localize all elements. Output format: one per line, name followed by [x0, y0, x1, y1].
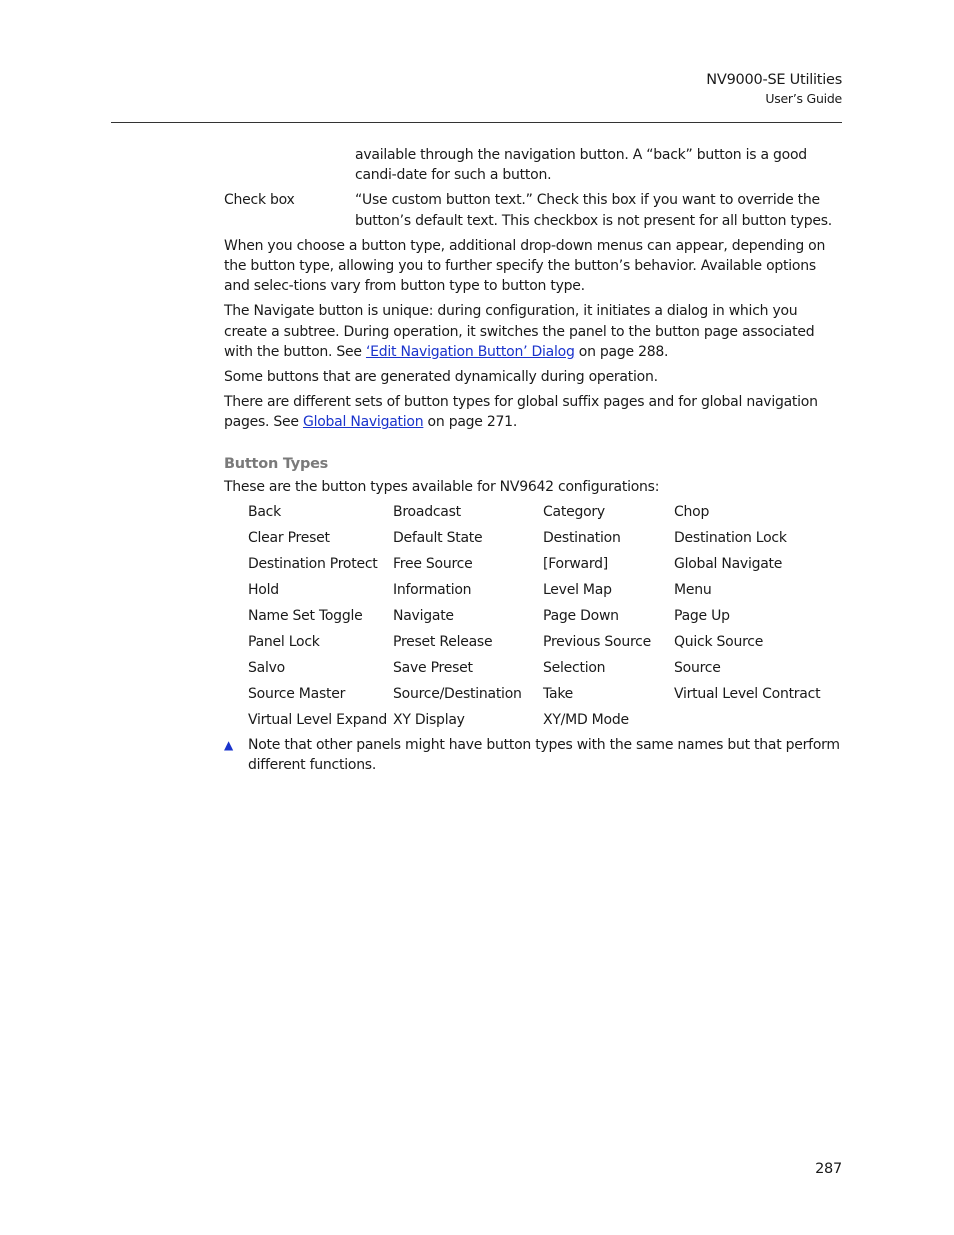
table-cell: Back	[248, 504, 281, 521]
table-cell: Panel Lock	[248, 634, 320, 651]
table-cell: Virtual Level Contract	[674, 686, 821, 703]
table-cell: Virtual Level Expand	[248, 712, 387, 729]
definition-description: “Use custom button text.” Check this box if you want to override the button’s default text. This checkbox is not present for all button types.	[355, 192, 832, 229]
table-row	[248, 553, 842, 579]
table-cell: XY Display	[393, 712, 465, 729]
table-cell: Preset Release	[393, 634, 493, 651]
paragraph-text: The Navigate button is unique: during configuration, it initiates a dialog in which you create a subtree. During operation, it switches the panel to the button page associated with the button. See	[224, 303, 815, 360]
table-cell: Broadcast	[393, 504, 461, 521]
page-header	[706, 70, 842, 108]
definition-row	[224, 190, 842, 230]
table-cell: Save Preset	[393, 660, 473, 677]
table-cell: Source/Destination	[393, 686, 522, 703]
note-text: Note that other panels might have button types with the same names but that perform different functions.	[248, 737, 840, 774]
paragraph: Some buttons that are generated dynamically during operation.	[224, 369, 658, 386]
table-cell: Navigate	[393, 608, 454, 625]
edit-navigation-button-dialog-link[interactable]: ‘Edit Navigation Button’ Dialog	[365, 343, 575, 360]
table-cell: Page Up	[674, 608, 730, 625]
table-row	[248, 709, 842, 735]
table-cell: Global Navigate	[674, 556, 783, 573]
definition-row	[224, 145, 842, 185]
document-title: NV9000-SE Utilities	[706, 72, 842, 88]
table-cell: Level Map	[543, 582, 612, 599]
section-heading: Button Types	[224, 455, 329, 472]
note	[224, 735, 842, 775]
table-cell: Free Source	[393, 556, 473, 573]
table-row	[248, 605, 842, 631]
table-cell: Destination Protect	[248, 556, 378, 573]
table-cell: XY/MD Mode	[543, 712, 629, 729]
table-cell: Source	[674, 660, 721, 677]
table-cell: Clear Preset	[248, 530, 330, 547]
definition-term: Check box	[224, 192, 295, 209]
paragraph	[224, 301, 842, 362]
global-navigation-link[interactable]: Global Navigation	[302, 414, 424, 431]
table-cell: Name Set Toggle	[248, 608, 363, 625]
table-cell: Default State	[393, 530, 483, 547]
table-row	[248, 527, 842, 553]
table-row	[248, 631, 842, 657]
table-cell: Previous Source	[543, 634, 651, 651]
table-cell: Information	[393, 582, 472, 599]
table-cell: Menu	[674, 582, 712, 599]
table-cell: Chop	[674, 504, 710, 521]
paragraph: When you choose a button type, additional drop-down menus can appear, depending on the button type, allowing you to further specify the button’s behavior. Available options and selec-tions vary from button type to button type.	[224, 237, 826, 295]
page-number: 287	[815, 1161, 842, 1177]
table-cell: Destination Lock	[674, 530, 787, 547]
button-types-table	[248, 501, 842, 735]
paragraph-text: on page 288.	[574, 343, 669, 360]
table-cell: Salvo	[248, 660, 285, 677]
definition-term	[224, 145, 355, 185]
table-row	[248, 657, 842, 683]
table-row	[248, 501, 842, 527]
page-body	[224, 145, 842, 775]
table-cell: Destination	[543, 530, 621, 547]
table-cell: Page Down	[543, 608, 619, 625]
paragraph	[224, 392, 842, 432]
triangle-up-icon: ▲	[224, 738, 233, 753]
table-cell: [Forward]	[543, 556, 608, 573]
document-subtitle: User’s Guide	[765, 91, 842, 106]
paragraph-text: on page 271.	[423, 414, 518, 431]
section-intro: These are the button types available for NV9642 configurations:	[224, 478, 660, 495]
table-cell: Quick Source	[674, 634, 764, 651]
table-cell: Category	[543, 504, 605, 521]
table-cell: Hold	[248, 582, 279, 599]
table-row	[248, 683, 842, 709]
header-divider	[111, 122, 842, 123]
table-cell: Selection	[543, 660, 606, 677]
paragraph-text: There are different sets of button types for global suffix pages and for global navigation pages. See	[224, 394, 818, 431]
table-cell: Source Master	[248, 686, 346, 703]
definition-description: available through the navigation button. A “back” button is a good candi-date for such a button.	[355, 147, 807, 184]
table-cell	[674, 709, 842, 735]
table-cell: Take	[543, 686, 574, 703]
table-row	[248, 579, 842, 605]
